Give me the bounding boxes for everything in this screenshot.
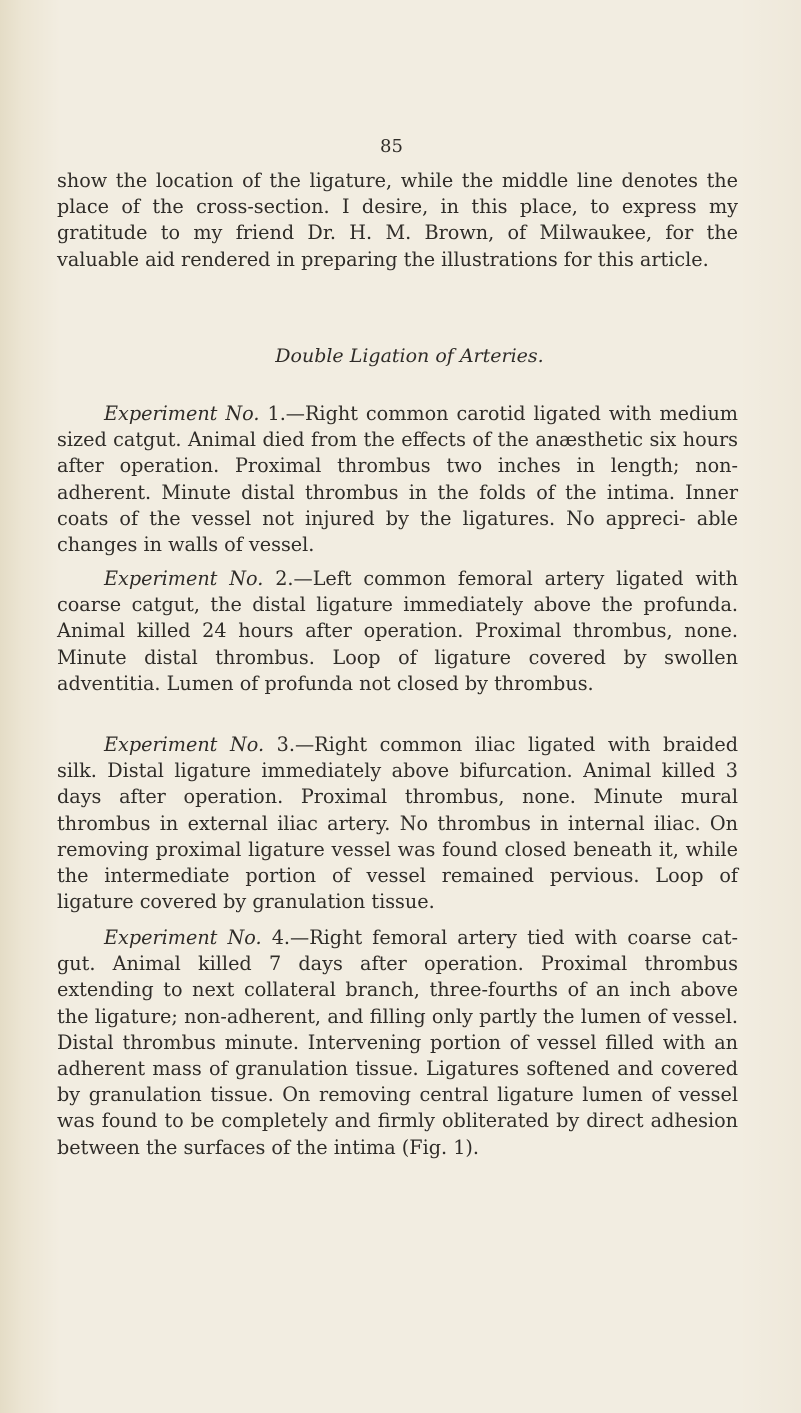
experiment-text: —Right common iliac ligated with braided silk. Distal ligature immediately above bifurcation. Animal killed 3 days after operation. Proximal thrombus, none. Minute mural thrombus in external iliac artery. No thrombus in internal iliac. On removing proximal ligature vessel was found closed beneath it, while the intermediate portion of vessel remained pervious. Loop of ligature covered by granulation tissue. [57, 733, 739, 914]
experiment-label: Experiment No. [104, 567, 264, 590]
page-number: 85 [380, 136, 403, 157]
intro-text: show the location of the ligature, while the middle line denotes the place of the cross-section. I desire, in this place, to express my gratitude to my friend Dr. H. M. Brown, of Milwaukee, for the valuable aid rendered in preparing the illustrations for this article. [57, 169, 738, 271]
experiment-text: —Right common carotid ligated with medium sized catgut. Animal died from the effects of the anæsthetic six hours after operation. Proximal thrombus two inches in length; non-adherent. Minute distal thrombus in the folds of the intima. Inner coats of the vessel not injured by the ligatures. No appreci- able changes in walls of vessel. [57, 402, 738, 557]
experiment-paragraph [57, 566, 738, 697]
experiment-label: Experiment No. [104, 402, 260, 425]
experiment-number: 4. [271, 926, 291, 949]
experiment-number: 2. [275, 567, 294, 590]
intro-paragraph [57, 168, 738, 273]
section-heading: Double Ligation of Arteries. [275, 345, 544, 367]
experiment-paragraph [57, 732, 738, 915]
experiment-number: 1. [267, 402, 286, 425]
experiment-number: 3. [276, 733, 295, 756]
experiment-paragraph [57, 925, 738, 1161]
experiment-label: Experiment No. [104, 926, 262, 949]
experiment-text: —Right femoral artery tied with coarse cat- gut. Animal killed 7 days after operation. Proximal thrombus extending to next collateral branch, three-fourths of an inch above the ligature; non-adherent, and filling only partly the lumen of vessel. Distal thrombus minute. Intervening portion of vessel filled with an adherent mass of granulation tissue. Ligatures softened and covered by granulation tissue. On removing central ligature lumen of vessel was found to be completely and firmly obliterated by direct adhesion between the surfaces of the intima (Fig. 1). [57, 926, 739, 1159]
experiment-text: —Left common femoral artery ligated with coarse catgut, the distal ligature immediately above the profunda. Animal killed 24 hours after operation. Proximal thrombus, none. Minute distal thrombus. Loop of ligature covered by swollen adventitia. Lumen of profunda not closed by thrombus. [57, 567, 738, 695]
experiment-paragraph [57, 401, 738, 558]
experiment-label: Experiment No. [104, 733, 265, 756]
